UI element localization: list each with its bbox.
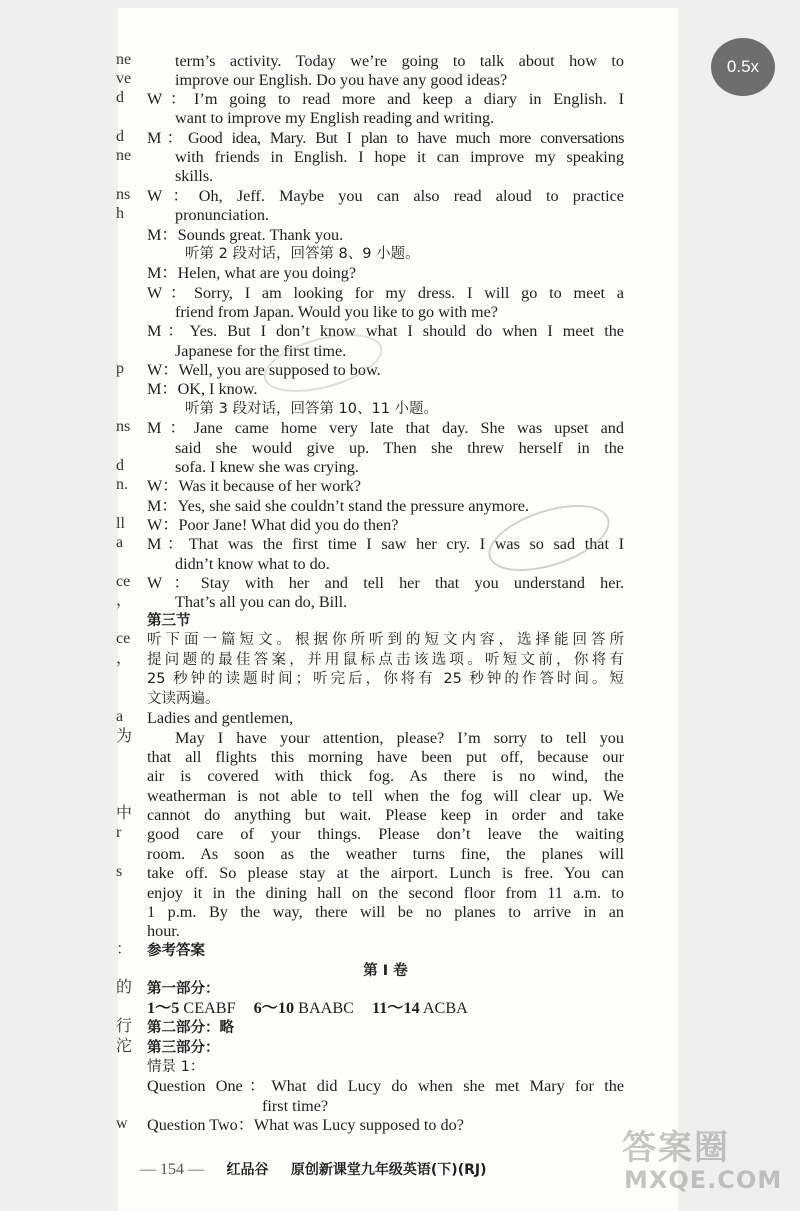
volume-heading: 第 Ⅰ 卷 (363, 963, 408, 979)
adjacent-page-fragment: ne (116, 51, 132, 68)
text-line: hour. (147, 922, 180, 940)
answer-range: 6～10 (253, 999, 295, 1017)
adjacent-page-fragment: ve (116, 70, 132, 87)
text-line: cannot do anything but wait. Please keep in order and take (147, 806, 624, 824)
text-line: M：Jane came home very late that day. She was upset and (147, 419, 624, 437)
text-line: didn’t know what to do. (175, 555, 330, 573)
adjacent-page-fragment: ne (116, 147, 132, 164)
text-line: 1 p.m. By the way, there will be no planes to arrive in an (147, 903, 624, 921)
text-line: May I have your attention, please? I’m sorry to tell you (175, 729, 624, 747)
adjacent-page-fragment: h (116, 205, 124, 222)
adjacent-page-fragment: ， (116, 592, 133, 609)
section-heading: 第三节 (147, 613, 191, 629)
text-line: M：Helen, what are you doing? (147, 264, 357, 282)
part-heading: 第二部分：略 (147, 1020, 234, 1036)
text-line: want to improve my English reading and writing. (175, 109, 495, 127)
text-line: M：Sounds great. Thank you. (147, 226, 344, 244)
text-line: said she would give up. Then she threw herself in the (175, 439, 624, 457)
adjacent-page-fragment: a (116, 708, 124, 725)
text-line: That’s all you can do, Bill. (175, 593, 348, 611)
watermark (622, 1120, 783, 1194)
instruction-line: 25 秒钟的读题时间；听完后，你将有 25 秒钟的作答时间。短 (147, 671, 624, 687)
text-line: improve our English. Do you have any good ideas? (175, 71, 508, 89)
adjacent-page-fragment: d (116, 457, 124, 474)
scenario-label: 情景 1： (147, 1059, 205, 1075)
text-line: W：Was it because of her work? (147, 477, 361, 495)
page-footer (140, 1159, 487, 1179)
text-line: with friends in English. I hope it can improve my speaking (175, 148, 624, 166)
part-heading: 第一部分： (147, 981, 220, 997)
watermark-logo: 答案圈 (622, 1128, 730, 1168)
text-line: room. As soon as the weather turns fine, the planes will (147, 845, 624, 863)
answer-key-line (147, 999, 468, 1018)
adjacent-page-fragment: r (116, 824, 122, 841)
playback-speed-button[interactable] (711, 38, 775, 96)
text-line: skills. (175, 167, 214, 185)
text-line: W：Stay with her and tell her that you understand her. (147, 574, 624, 592)
brand-name: 红品谷 (226, 1162, 269, 1178)
text-line: W：Oh, Jeff. Maybe you can also read aloud to practice (147, 187, 624, 205)
adjacent-page-fragment: 行 (116, 1018, 133, 1035)
adjacent-page-fragment: ce (116, 630, 131, 647)
adjacent-page-fragment: n. (116, 476, 128, 493)
adjacent-page-fragment: 沱 (116, 1038, 133, 1055)
adjacent-page-fragment: ns (116, 186, 131, 203)
book-title: 原创新课堂九年级英语(下)(RJ) (290, 1162, 487, 1178)
text-line: Question Two：What was Lucy supposed to do? (147, 1116, 464, 1134)
text-line: M：Good idea, Mary. But I plan to have much more conversations (147, 129, 624, 147)
text-line: M：OK, I know. (147, 380, 258, 398)
adjacent-page-fragment: d (116, 89, 124, 106)
text-line: Ladies and gentlemen, (147, 709, 294, 727)
text-line: term’s activity. Today we’re going to talk about how to (175, 52, 624, 70)
text-line: Japanese for the first time. (175, 342, 347, 360)
answers-heading: 参考答案 (147, 943, 205, 959)
text-line: W：Poor Jane! What did you do then? (147, 516, 399, 534)
text-line: M：Yes, she said she couldn’t stand the pressure anymore. (147, 497, 530, 515)
text-line: air is covered with thick fog. As there is no wind, the (147, 767, 624, 785)
answer-range: 11～14 (372, 999, 420, 1017)
text-line: take off. So please stay at the airport. Lunch is free. You can (147, 864, 624, 882)
text-line: Question One：What did Lucy do when she met Mary for the (147, 1077, 624, 1095)
adjacent-page-fragment: 为 (116, 728, 133, 745)
part-heading: 第三部分： (147, 1040, 220, 1056)
text-line: weatherman is not able to tell when the fog will clear up. We (147, 787, 624, 805)
adjacent-page-fragment: ns (116, 418, 131, 435)
text-line: friend from Japan. Would you like to go with me? (175, 303, 498, 321)
adjacent-page-fragment: s (116, 863, 123, 880)
text-line: good care of your things. Please don’t leave the waiting (147, 825, 624, 843)
adjacent-page-fragment: ce (116, 573, 131, 590)
text-line: M：That was the first time I saw her cry. I was so sad that I (147, 535, 624, 553)
section-instruction: 听第 2 段对话，回答第 8、9 小题。 (185, 246, 420, 262)
text-line: first time? (262, 1097, 329, 1115)
instruction-line: 听下面一篇短文。根据你所听到的短文内容，选择能回答所 (147, 632, 624, 648)
text-line: W：Sorry, I am looking for my dress. I will go to meet a (147, 284, 624, 302)
adjacent-page-fragment: 的 (116, 979, 133, 996)
adjacent-page-fragment: a (116, 534, 124, 551)
adjacent-page-fragment: d (116, 128, 124, 145)
instruction-line: 提问题的最佳答案，并用鼠标点击该选项。听短文前，你将有 (147, 652, 624, 668)
text-line: M：Yes. But I don’t know what I should do when I meet the (147, 322, 624, 340)
text-line: sofa. I knew she was crying. (175, 458, 359, 476)
answer-values: BAABC (298, 999, 354, 1017)
left-page-edge (0, 0, 118, 1211)
text-line: W：I’m going to read more and keep a diary in English. I (147, 90, 624, 108)
adjacent-page-fragment: p (116, 360, 124, 377)
adjacent-page-fragment: ll (116, 515, 125, 532)
text-line: W：Well, you are supposed to bow. (147, 361, 381, 379)
section-instruction: 听第 3 段对话，回答第 10、11 小题。 (185, 401, 439, 417)
text-line: enjoy it in the dining hall on the second floor from 11 a.m. to (147, 884, 624, 902)
answer-values: CEABF (183, 999, 236, 1017)
instruction-line: 文读两遍。 (147, 691, 220, 707)
adjacent-page-fragment: w (116, 1115, 128, 1132)
adjacent-page-fragment: ， (116, 650, 133, 667)
answer-values: ACBA (422, 999, 468, 1017)
adjacent-page-fragment: 中 (116, 805, 133, 822)
zoom-label: 0.5x (726, 57, 760, 76)
page-number: — 154 — (140, 1161, 204, 1178)
adjacent-page-fragment: ： (116, 941, 133, 958)
text-line: that all flights this morning have been put off, because our (147, 748, 624, 766)
watermark-url: MXQE.COM (624, 1166, 783, 1194)
answer-range: 1～5 (147, 999, 180, 1017)
text-line: pronunciation. (175, 206, 269, 224)
